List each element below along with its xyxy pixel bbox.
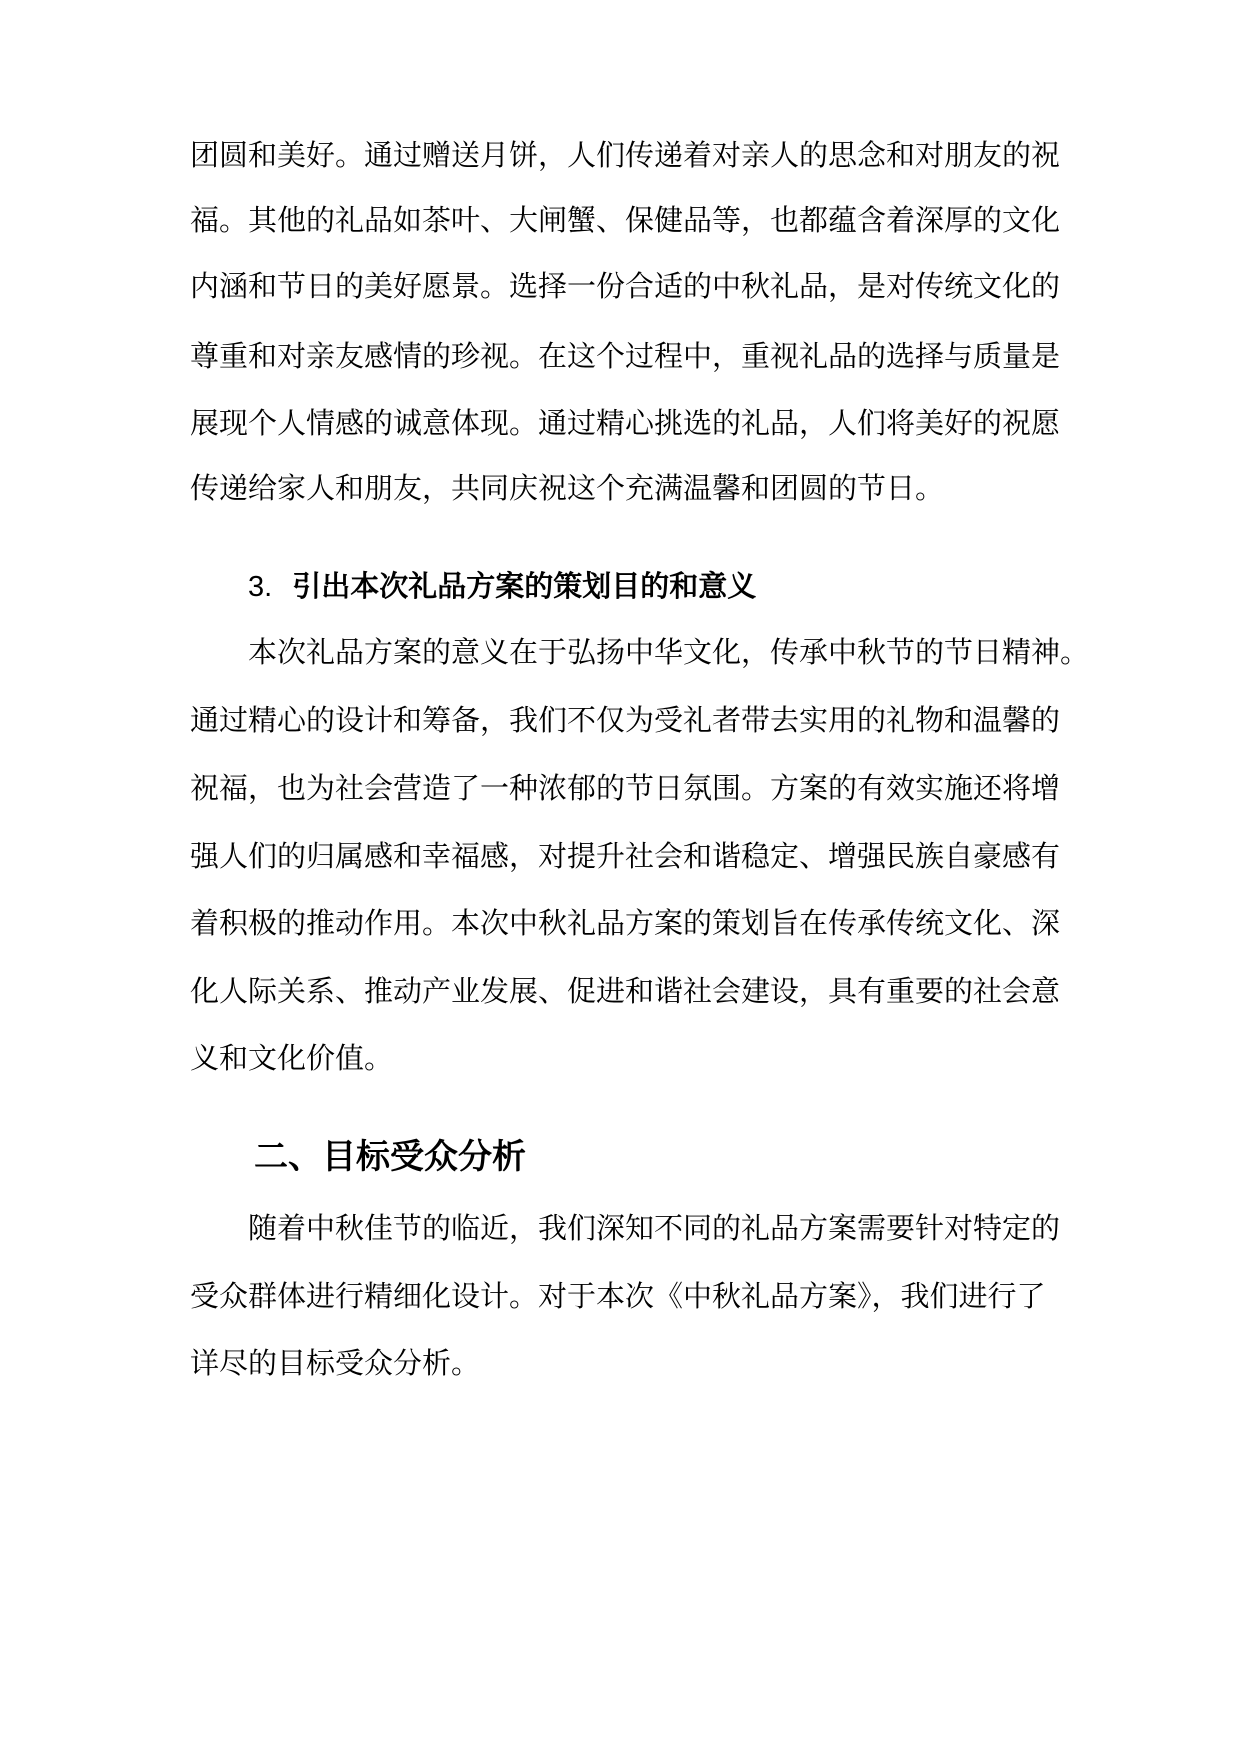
paragraph-line: 团圆和美好。通过赠送月饼，人们传递着对亲人的思念和对朋友的祝 xyxy=(190,138,1061,172)
paragraph-line: 祝福，也为社会营造了一种浓郁的节日氛围。方案的有效实施还将增 xyxy=(190,771,1061,805)
paragraph-line: 内涵和节日的美好愿景。选择一份合适的中秋礼品，是对传统文化的 xyxy=(190,269,1061,303)
paragraph-line: 随着中秋佳节的临近，我们深知不同的礼品方案需要针对特定的 xyxy=(248,1211,1061,1245)
paragraph-line: 福。其他的礼品如茶叶、大闸蟹、保健品等，也都蕴含着深厚的文化 xyxy=(190,203,1061,237)
paragraph-line: 通过精心的设计和筹备，我们不仅为受礼者带去实用的礼物和温馨的 xyxy=(190,703,1061,737)
section-title: 引出本次礼品方案的策划目的和意义 xyxy=(292,569,757,603)
paragraph-line: 展现个人情感的诚意体现。通过精心挑选的礼品，人们将美好的祝愿 xyxy=(190,406,1061,440)
paragraph-line: 义和文化价值。 xyxy=(190,1041,394,1075)
paragraph-line: 化人际关系、推动产业发展、促进和谐社会建设，具有重要的社会意 xyxy=(190,974,1061,1008)
paragraph-line: 着积极的推动作用。本次中秋礼品方案的策划旨在传承传统文化、深 xyxy=(190,906,1061,940)
chapter-heading: 二、目标受众分析 xyxy=(254,1137,526,1177)
paragraph-line: 强人们的归属感和幸福感，对提升社会和谐稳定、增强民族自豪感有 xyxy=(190,839,1061,873)
paragraph-line: 尊重和对亲友感情的珍视。在这个过程中，重视礼品的选择与质量是 xyxy=(190,339,1061,373)
paragraph-line: 详尽的目标受众分析。 xyxy=(190,1346,481,1380)
section-number: 3. xyxy=(248,571,273,603)
paragraph-line: 受众群体进行精细化设计。对于本次《中秋礼品方案》，我们进行了 xyxy=(190,1279,1046,1313)
paragraph-line: 传递给家人和朋友，共同庆祝这个充满温馨和团圆的节日。 xyxy=(190,471,945,505)
paragraph-line: 本次礼品方案的意义在于弘扬中华文化，传承中秋节的节日精神。 xyxy=(248,635,1090,669)
section-heading xyxy=(248,566,756,607)
